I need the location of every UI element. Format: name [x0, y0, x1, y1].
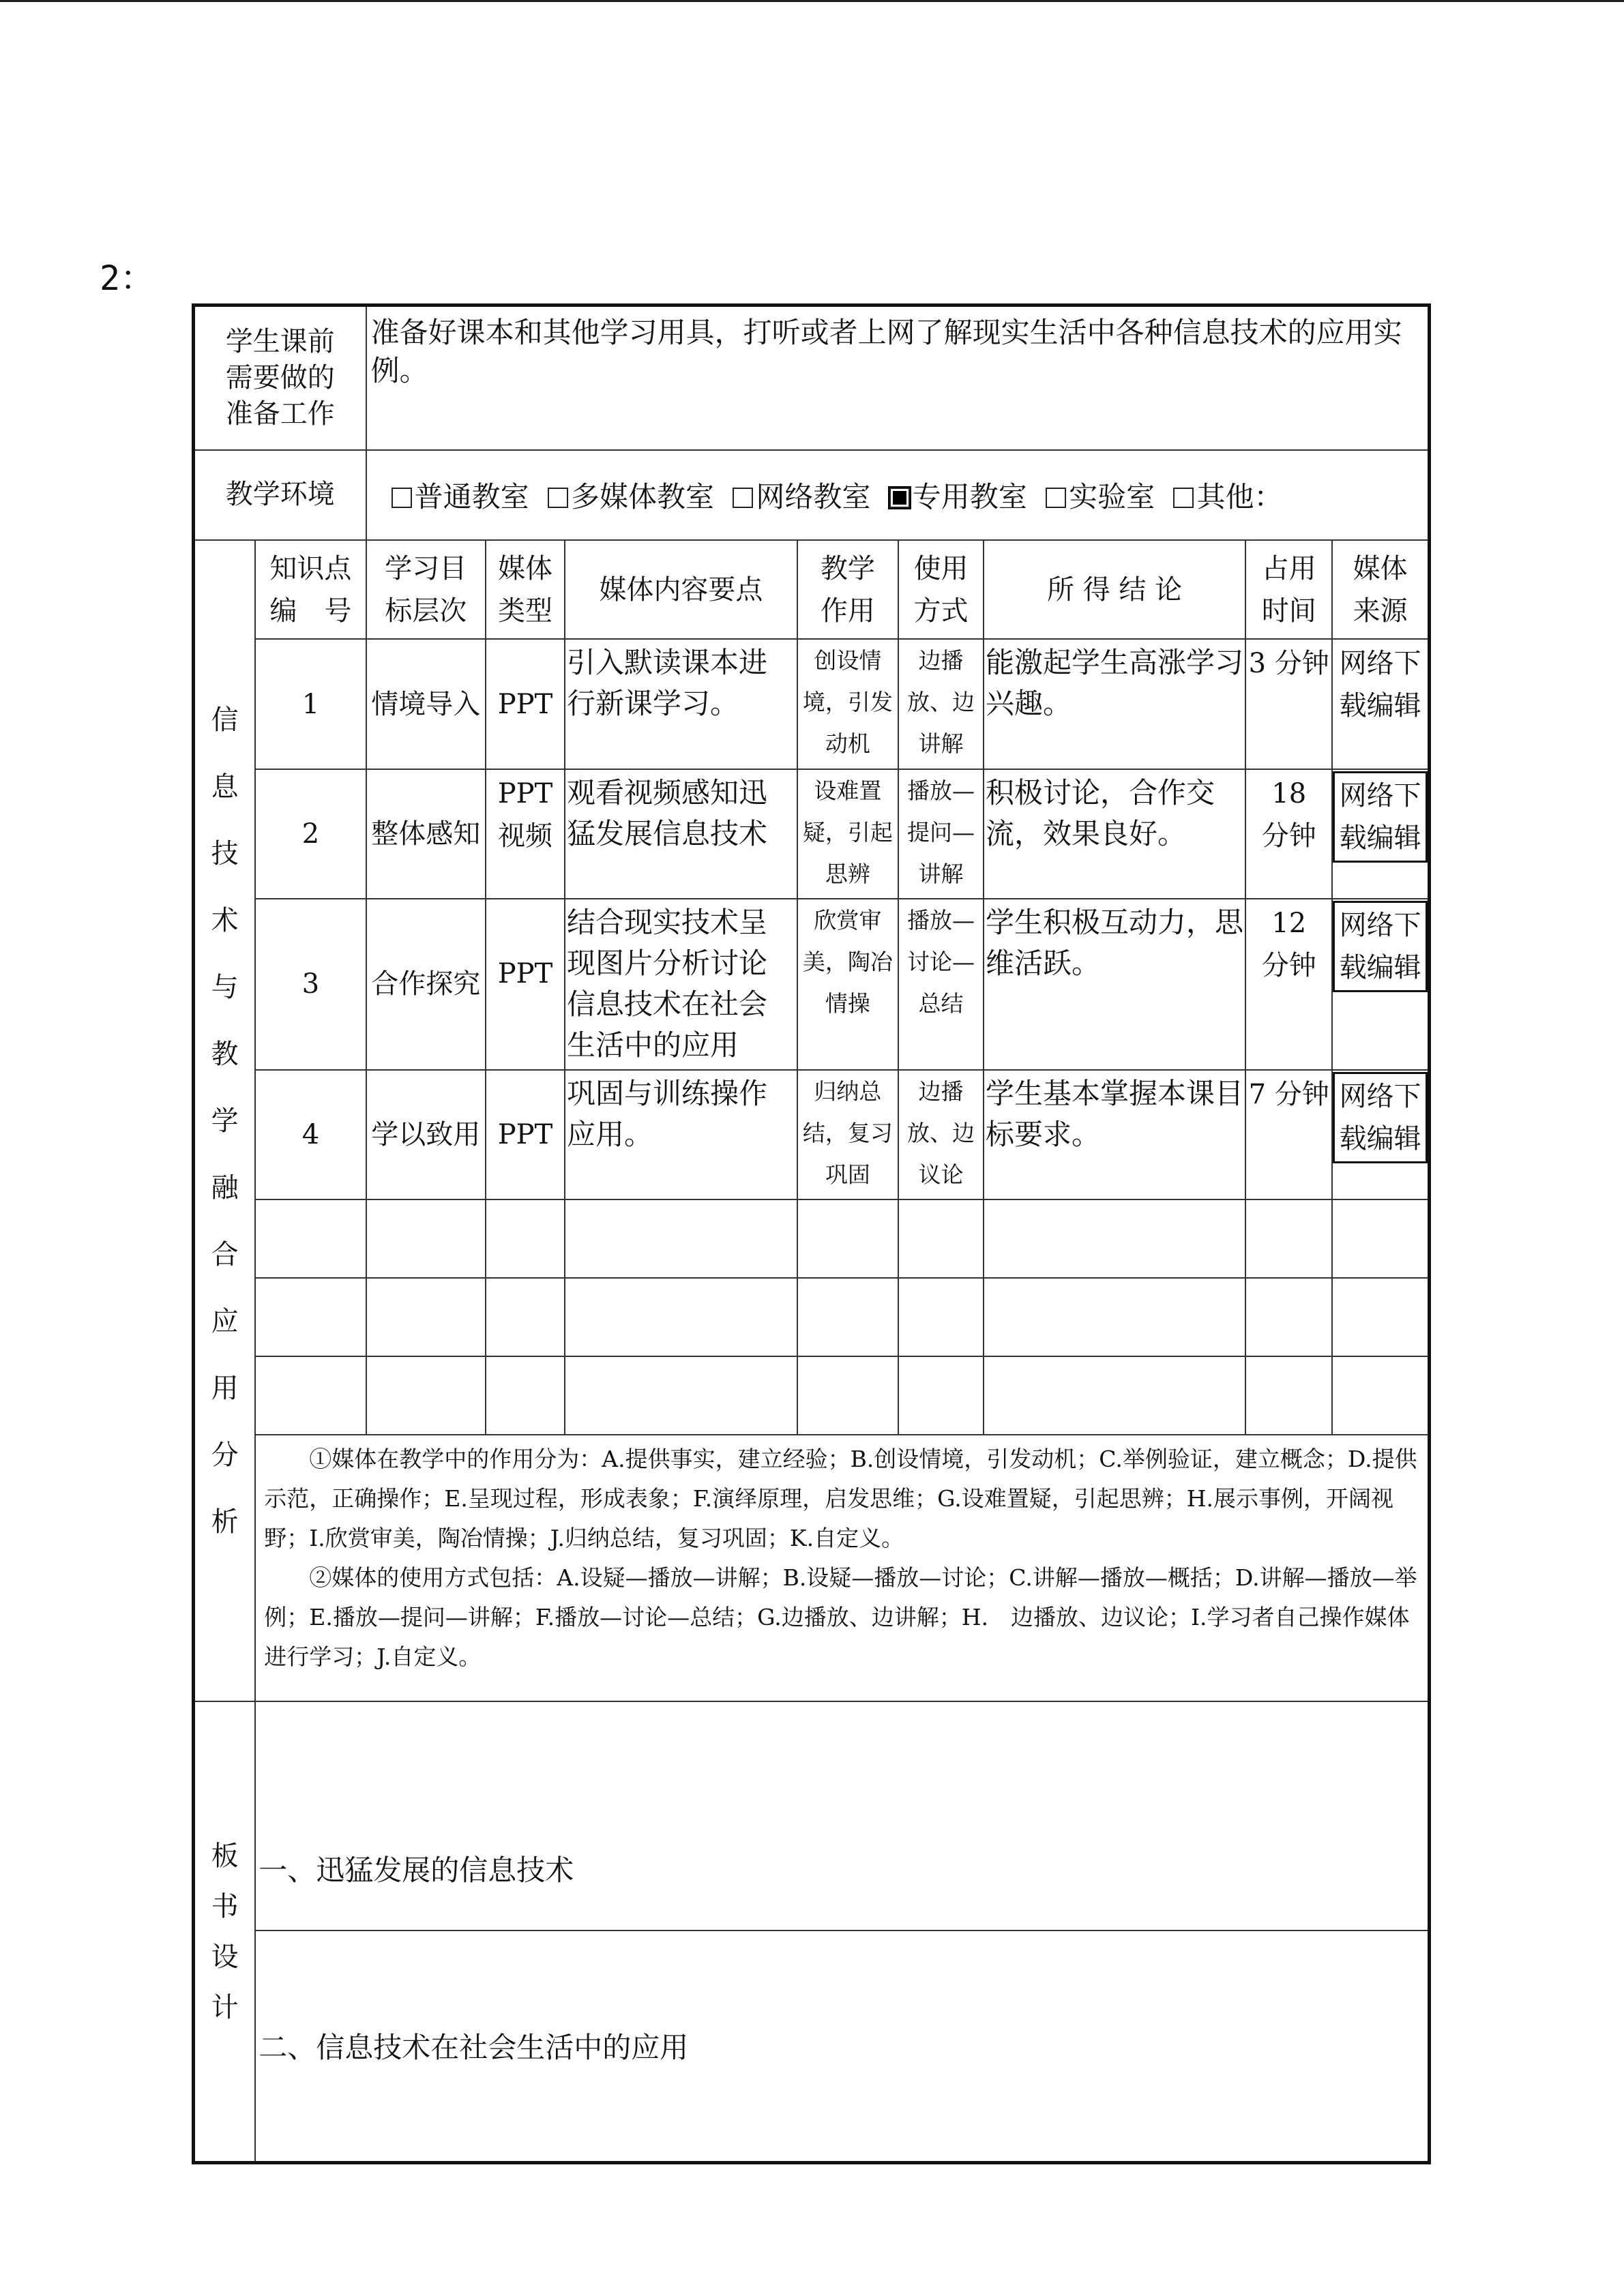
note-media-role: ①媒体在教学中的作用分为：A.提供事实，建立经验；B.创设情境，引发动机；C.举例验证，建立概念；D.提供示范，正确操作；E.呈现过程，形成表象；F.演绎原理，启发思维；G.设难置疑，引起思辨；H.展示事例，开阔视野；I.欣赏审美，陶冶情操；J.归纳总结，复习巩固；K.自定义。 — [264, 1446, 1417, 1552]
header-usage-method: 使用方式 — [898, 540, 984, 639]
cell-role: 归纳总结，复习巩固 — [797, 1070, 898, 1199]
checkbox-icon — [733, 488, 753, 508]
header-media-type: 媒体类型 — [486, 540, 565, 639]
board-section-label: 板 书 设 计 — [194, 1701, 256, 2162]
header-time: 占用时间 — [1245, 540, 1332, 639]
checkbox-icon — [1173, 488, 1194, 508]
cell-goal: 整体感知 — [366, 769, 486, 899]
note-media-usage: ②媒体的使用方式包括：A.设疑—播放—讲解；B.设疑—播放—讨论；C.讲解—播放—概括；D.讲解—播放—举例；E.播放—提问—讲解；F.播放—讨论—总结；G.边播放、边讲解；H. 边播放、边议论；I.学习者自己操作媒体进行学习；J.自定义。 — [264, 1564, 1417, 1671]
cell-source: 网络下载编辑 — [1332, 769, 1429, 899]
table-row — [194, 899, 1430, 1069]
cell-goal: 合作探究 — [366, 899, 486, 1069]
cell-no: 1 — [255, 639, 366, 769]
cell-source: 网络下载编辑 — [1332, 899, 1429, 1069]
empty-row — [194, 1356, 1430, 1435]
env-options — [366, 450, 1430, 540]
env-option-multimedia[interactable]: 多媒体教室 — [538, 480, 714, 513]
cell-method: 播放—讨论—总结 — [898, 899, 984, 1069]
env-option-ordinary[interactable]: 普通教室 — [382, 480, 529, 513]
board-line-1: 一、迅猛发展的信息技术 — [255, 1701, 1429, 1930]
analysis-section-label: 信 息 技 术 与 教 学 融 合 应 用 分 析 — [194, 540, 256, 1701]
cell-content: 结合现实技术呈现图片分析讨论信息技术在社会生活中的应用 — [565, 899, 797, 1069]
checkbox-icon — [548, 488, 568, 508]
cell-type: PPT视频 — [486, 769, 565, 899]
checkbox-checked-icon — [889, 488, 910, 508]
header-knowledge-no: 知识点编 号 — [255, 540, 366, 639]
cell-content: 巩固与训练操作应用。 — [565, 1070, 797, 1199]
cell-time: 7 分钟 — [1245, 1070, 1332, 1199]
prep-label: 学生课前需要做的准备工作 — [194, 305, 366, 450]
cell-time: 12 分钟 — [1245, 899, 1332, 1069]
table-row — [194, 1070, 1430, 1199]
cell-type: PPT — [486, 899, 565, 1069]
lesson-plan-table — [192, 303, 1431, 2164]
board-line-2: 二、信息技术在社会生活中的应用 — [255, 1930, 1429, 2163]
cell-no: 3 — [255, 899, 366, 1069]
header-media-content: 媒体内容要点 — [565, 540, 797, 639]
env-option-special[interactable]: 专用教室 — [880, 480, 1027, 513]
prep-row — [194, 305, 1430, 450]
cell-goal: 情境导入 — [366, 639, 486, 769]
cell-time: 3 分钟 — [1245, 639, 1332, 769]
notes-row — [194, 1435, 1430, 1701]
env-option-lab[interactable]: 实验室 — [1036, 480, 1155, 513]
env-row — [194, 450, 1430, 540]
header-teaching-role: 教学作用 — [797, 540, 898, 639]
cell-role: 欣赏审美，陶冶情操 — [797, 899, 898, 1069]
cell-content: 观看视频感知迅猛发展信息技术 — [565, 769, 797, 899]
header-source: 媒体来源 — [1332, 540, 1429, 639]
board-row-1 — [194, 1701, 1430, 1930]
env-option-network[interactable]: 网络教室 — [723, 480, 870, 513]
cell-method: 播放—提问—讲解 — [898, 769, 984, 899]
board-row-2 — [194, 1930, 1430, 2163]
header-goal-level: 学习目标层次 — [366, 540, 486, 639]
env-option-other[interactable]: 其他： — [1164, 480, 1282, 513]
prep-text: 准备好课本和其他学习用具，打听或者上网了解现实生活中各种信息技术的应用实例。 — [366, 305, 1430, 450]
cell-result: 能激起学生高涨学习兴趣。 — [984, 639, 1245, 769]
empty-row — [194, 1278, 1430, 1356]
checkbox-icon — [1046, 488, 1066, 508]
cell-result: 学生积极互动力，思维活跃。 — [984, 899, 1245, 1069]
page-label: 2： — [100, 258, 155, 298]
cell-type: PPT — [486, 639, 565, 769]
cell-goal: 学以致用 — [366, 1070, 486, 1199]
cell-source: 网络下载编辑 — [1332, 639, 1429, 769]
checkbox-icon — [392, 488, 412, 508]
cell-time: 18 分钟 — [1245, 769, 1332, 899]
cell-result: 积极讨论，合作交流，效果良好。 — [984, 769, 1245, 899]
cell-method: 边播放、边议论 — [898, 1070, 984, 1199]
table-row — [194, 769, 1430, 899]
analysis-header-row — [194, 540, 1430, 639]
page-top-border — [0, 0, 1624, 2]
cell-content: 引入默读课本进行新课学习。 — [565, 639, 797, 769]
header-result: 所 得 结 论 — [984, 540, 1245, 639]
media-notes — [255, 1435, 1429, 1701]
cell-source: 网络下载编辑 — [1332, 1070, 1429, 1199]
empty-row — [194, 1199, 1430, 1278]
cell-role: 创设情境，引发动机 — [797, 639, 898, 769]
cell-no: 2 — [255, 769, 366, 899]
cell-no: 4 — [255, 1070, 366, 1199]
cell-type: PPT — [486, 1070, 565, 1199]
env-label: 教学环境 — [194, 450, 366, 540]
table-row — [194, 639, 1430, 769]
cell-result: 学生基本掌握本课目标要求。 — [984, 1070, 1245, 1199]
cell-method: 边播放、边讲解 — [898, 639, 984, 769]
cell-role: 设难置疑，引起思辨 — [797, 769, 898, 899]
